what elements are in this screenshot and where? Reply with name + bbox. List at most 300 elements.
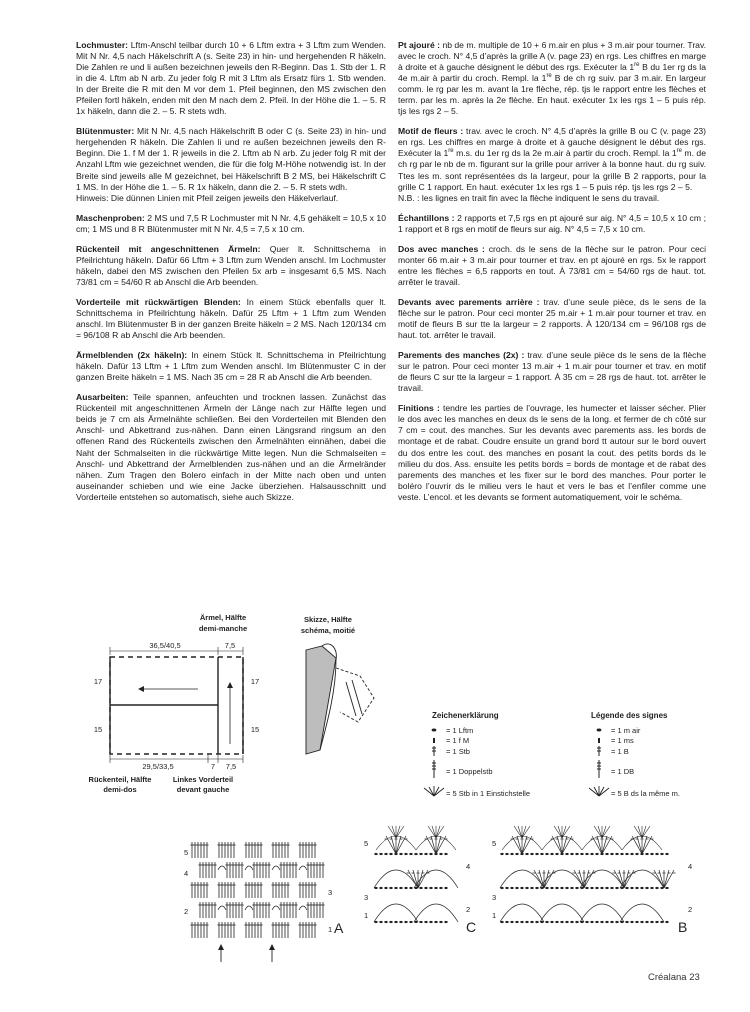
chart-b-stitches [500, 826, 676, 923]
double-crochet-symbol [313, 842, 316, 858]
row-number: 3 [328, 888, 333, 897]
schematic-title: Ärmel, Hälfte [199, 613, 247, 622]
chain-symbol [520, 921, 523, 923]
double-crochet-symbol [217, 882, 220, 898]
chain-symbol [600, 887, 603, 889]
chain-symbol [530, 853, 533, 855]
double-crochet-symbol [201, 862, 204, 878]
double-crochet-symbol [256, 922, 259, 938]
section-pt-ajoure [398, 40, 706, 117]
double-crochet-symbol [288, 902, 291, 918]
double-crochet-symbol [199, 842, 202, 858]
section-hint: Hinweis: Die dünnen Linien mit Pfeil zeigen jeweils den Häkelverlauf. [76, 192, 339, 203]
double-crochet-symbol [210, 902, 213, 918]
chain-symbol [530, 887, 533, 889]
chain-symbol [640, 921, 643, 923]
chain-symbol [510, 921, 513, 923]
section-text: m. de ch rg par le nb de m. figurant sur la grille pour arriver à la bonne haut. du rg suiv. Ttes les m. sont représentées ds la largeur, pour la grille B 2 rapports, pour la grille C 1 rapport. En haut. exécuter 1x les rgs 1 – 5 puis rép. tjs les rgs 2 – 5. [398, 148, 706, 192]
section-text: Mit N Nr. 4,5 nach Häkelschrift B oder C (s. Seite 23) in hin- und hergehenden R häkeln. Die Zahlen li und re außen bezeichnen jeweils den R-Beginn. Die 1. f M der 1. R jeweils in die 2. Lftm ab N arb. Zu jeder folg R mit der Anzahl Lftm wie gezeichnet wenden, die für die folg M-Höhe notwendig ist. In der Breite sind jeweils alle M gezeichnet, bei Häkelschrift B 2 MS, bei Häkelschrift C 1 MS. In der Höhe die 1. – 5. R 1x häkeln, dann die 2. – 5. R stets wdh. [76, 126, 387, 192]
superscript: re [634, 62, 640, 69]
chain-symbol [635, 853, 638, 855]
double-crochet-symbol [223, 842, 226, 858]
crochet-chart-b [488, 822, 710, 937]
double-crochet-symbol [301, 922, 304, 938]
double-crochet-symbol [205, 922, 208, 938]
section-text: Lftm-Anschl teilbar durch 10 + 6 Lftm extra + 3 Lftm zum Wenden. Mit N Nr. 4,5 nach Häkelschrift A (s. Seite 23) in hin- und hergehenden R häkeln. Die Zahlen re und li außen bezeichnen jeweils den R-Beginn. Das 1. Stb der 1. R in die 4. Lftm ab N arb. Zu jeder folg R mit 3 Lftm als Ersatz fürs 1. Stb wenden. In der Breite die R mit den M vor dem 1. Pfeil beginnen, den MS zwischen den Pfeilen fortl häkeln, enden mit den M nach dem 2. Pfeil. In der Höhe die 1. – 5. R 1x häkeln, dann die 2. – 5. R stets wdh. [76, 40, 386, 117]
double-crochet-symbol [199, 882, 202, 898]
double-crochet-symbol [202, 922, 205, 938]
double-crochet-symbol [204, 862, 207, 878]
chain-symbol [645, 853, 648, 855]
chain-arch [580, 904, 624, 922]
double-crochet-symbol [291, 902, 294, 918]
double-crochet-symbol [253, 882, 256, 898]
chain-symbol [394, 921, 397, 923]
chain-arch [245, 866, 253, 870]
chain-symbol [434, 921, 437, 923]
section-text: tendre les parties de l’ouvrage, les humecter et laisser sécher. Plier le dos avec les manches en deux ds le sens de la long. et fermer de ch côté sur 7 cm = cout. des manches. Sur les devants avec parements ass. les bords de montage et de rabat. Coudre ensuite un grand bord tt autour sur le bord ouvert du dos entre les cout. des manches en posant la cout. des petits bords ds le milieu du dos. Ass. ensuite les petits bords = bords de montage et de rabat des parements des manches et les fixer sur le bord des manches. Pour porter le boléro l’ouvrir ds le milieu vers le haut et vers le bas et l’enfiler comme une veste. L’encol. et les devants se forment automatiquement, voir le schéma. [398, 403, 706, 502]
chain-symbol [595, 921, 598, 923]
chain-symbol [419, 887, 422, 889]
section-rueckenteil [76, 244, 386, 288]
double-crochet-symbol [313, 922, 316, 938]
section-parements [398, 350, 706, 394]
chain-symbol [424, 887, 427, 889]
section-title: Pt ajouré : [398, 40, 441, 50]
double-crochet-symbol [283, 922, 286, 938]
row-number: 1 [328, 925, 333, 934]
double-crochet-symbol [190, 882, 193, 898]
double-crochet-symbol [301, 882, 304, 898]
chain-symbol [419, 853, 422, 855]
legend-item: = 1 m air [611, 726, 641, 735]
double-crochet-symbol [285, 902, 288, 918]
section-vorderteile [76, 297, 386, 341]
section-aermelblenden [76, 350, 386, 383]
single-crochet-icon [598, 738, 600, 743]
double-crochet-symbol [310, 922, 313, 938]
double-crochet-symbol [255, 862, 258, 878]
chain-symbol [590, 921, 593, 923]
double-crochet-symbol [213, 902, 216, 918]
arrowhead-icon [218, 944, 224, 950]
legend-item: = 5 Stb in 1 Einstichstelle [446, 789, 531, 798]
double-crochet-symbol [247, 922, 250, 938]
chain-symbol [505, 887, 508, 889]
double-crochet-symbol [309, 902, 312, 918]
chain-symbol [595, 853, 598, 855]
double-crochet-symbol [283, 882, 286, 898]
chain-symbol [645, 887, 648, 889]
double-crochet-symbol [264, 902, 267, 918]
chain-symbol [505, 853, 508, 855]
chain-symbol [515, 887, 518, 889]
body-shape [306, 646, 336, 754]
double-crochet-symbol [234, 902, 237, 918]
chain-symbol [650, 887, 653, 889]
double-crochet-symbol [196, 842, 199, 858]
double-crochet-symbol [277, 842, 280, 858]
double-crochet-symbol [304, 922, 307, 938]
legend-item: = 1 DB [611, 767, 635, 776]
chain-symbol [650, 853, 653, 855]
chain-symbol [635, 921, 638, 923]
double-crochet-symbol [307, 922, 310, 938]
dimension-label: 15 [250, 725, 260, 734]
double-crochet-symbol [310, 842, 313, 858]
chain-symbol [660, 853, 663, 855]
superscript: re [448, 148, 454, 155]
chain-symbol [384, 887, 387, 889]
section-text: In einem Stück ebenfalls quer lt. Schnittschema in Pfeilrichtung häkeln. Dafür 25 Lftm + 1 Lftm zum Wenden anschl. Im Blütenmuster B in der ganzen Breite häkeln = 2 MS. Nach 120/134 cm = 96/108 R ab Anschl die Arb beenden. [76, 296, 386, 341]
chain-symbol [550, 887, 553, 889]
chain-symbol [530, 921, 533, 923]
piece-label-fr: devant gauche [176, 785, 230, 794]
double-crochet-symbol [286, 922, 289, 938]
chain-symbol [595, 887, 598, 889]
double-crochet-symbol [196, 922, 199, 938]
double-crochet-symbol [229, 842, 232, 858]
chain-symbol [625, 921, 628, 923]
chain-symbol [535, 887, 538, 889]
chain-arch [299, 906, 307, 910]
double-crochet-symbol [231, 862, 234, 878]
chain-symbol [565, 853, 568, 855]
chart-letter: A [334, 920, 344, 936]
piece-label: Linkes Vorderteil [172, 775, 234, 784]
section-devants [398, 297, 706, 341]
double-crochet-symbol [283, 842, 286, 858]
dimension-label: 7,5 [224, 641, 236, 650]
double-crochet-symbol [258, 862, 261, 878]
dimension-label: 29,5/33,5 [142, 762, 174, 771]
chain-symbol [565, 887, 568, 889]
chain-symbol [409, 921, 412, 923]
double-crochet-symbol [237, 862, 240, 878]
chain-arch [620, 904, 664, 922]
chain-arch [245, 906, 253, 910]
double-crochet-symbol [274, 882, 277, 898]
double-crochet-symbol [228, 862, 231, 878]
chain-symbol [389, 887, 392, 889]
chain-symbol [399, 853, 402, 855]
double-crochet-symbol [247, 842, 250, 858]
chain-symbol [650, 921, 653, 923]
legend-item: = 5 B ds la même m. [611, 789, 680, 798]
double-crochet-symbol [234, 862, 237, 878]
chain-symbol [630, 921, 633, 923]
section-text: 2 rapports et 7,5 rgs en pt ajouré sur aig. N° 4,5 = 10,5 x 10 cm ; 1 rapport et 8 rgs en motif de fleurs sur aig. N° 4,5 = 7,5 x 10 cm. [398, 212, 706, 234]
legend-german [420, 708, 570, 808]
double-crochet-symbol [204, 902, 207, 918]
double-crochet-symbol [247, 882, 250, 898]
section-lochmuster [76, 40, 386, 117]
double-crochet-symbol [280, 842, 283, 858]
double-crochet-symbol [223, 882, 226, 898]
chain-arch [374, 904, 418, 922]
section-title: Devants avec parements arrière : [398, 296, 540, 307]
double-crochet-symbol [231, 902, 234, 918]
superscript: re [676, 148, 682, 155]
double-crochet-symbol [307, 882, 310, 898]
chain-symbol [635, 887, 638, 889]
chain-symbol [510, 853, 513, 855]
chain-symbol [510, 887, 513, 889]
chain-symbol [580, 853, 583, 855]
double-crochet-symbol [253, 922, 256, 938]
section-title: Blütenmuster: [76, 126, 135, 137]
double-crochet-symbol [199, 922, 202, 938]
chain-symbol [625, 887, 628, 889]
chain-symbol [605, 887, 608, 889]
row-number: 1 [492, 911, 497, 920]
dimension-label: 17 [250, 677, 260, 686]
double-crochet-symbol [244, 842, 247, 858]
double-crochet-symbol [294, 862, 297, 878]
section-text: trav. d’une seule pièce, ds le sens de la flèche sur le patron. Pour ceci monter 25 m.air + 1 m.air pour tourner et trav. en motif de fleurs B sur tte la largeur = 2 rapports. À 120/134 cm = 96/108 rgs de haut. tot. arrêter le travail. [398, 296, 706, 341]
chain-symbol [610, 853, 613, 855]
row-number: 4 [184, 869, 189, 878]
row-number: 4 [688, 862, 693, 871]
superscript: re [546, 73, 552, 80]
chain-symbol [600, 921, 603, 923]
chain-symbol [439, 887, 442, 889]
chain-symbol [429, 887, 432, 889]
wearing-sketch [290, 610, 385, 760]
row-number: 5 [184, 848, 189, 857]
dimension-label: 17 [93, 677, 103, 686]
chain-arch [500, 904, 544, 922]
german-instructions [76, 40, 386, 512]
chain-symbol [575, 887, 578, 889]
section-title: Lochmuster: [76, 40, 129, 50]
sketch-title: Skizze, Hälfte [304, 615, 352, 624]
chain-symbol [590, 853, 593, 855]
double-crochet-symbol [250, 842, 253, 858]
chain-arch [218, 866, 226, 870]
chain-symbol [419, 921, 422, 923]
row-number: 5 [364, 839, 369, 848]
row-number: 1 [364, 911, 369, 920]
double-crochet-symbol [313, 882, 316, 898]
row-number: 4 [466, 862, 471, 871]
double-crochet-symbol [291, 862, 294, 878]
double-crochet-symbol [277, 882, 280, 898]
chain-symbol [550, 921, 553, 923]
double-crochet-symbol [220, 842, 223, 858]
shell-stitch-icon [589, 786, 609, 796]
chain-symbol [409, 853, 412, 855]
section-text: B de ch rg suiv. par 3 m.air. En largeur comm. le rg par les m. avant la 1re flèche, rép. tjs le rapport entre les flèches et term. par les m. après la 2e flèche. En haut. exécuter 1x les rgs 1 – 5 puis rép. tjs les rgs 2 – 5. [398, 73, 707, 117]
chart-a-stitches [190, 842, 324, 938]
french-instructions [398, 40, 706, 512]
double-crochet-symbol [271, 882, 274, 898]
chain-symbol [570, 887, 573, 889]
section-title: Échantillons : [398, 212, 455, 223]
double-crochet-symbol [280, 922, 283, 938]
legend-title: Légende des signes [591, 711, 668, 720]
double-crochet-symbol [259, 882, 262, 898]
chain-symbol [545, 921, 548, 923]
double-crochet-symbol [207, 902, 210, 918]
chain-symbol [404, 853, 407, 855]
double-crochet-symbol [250, 882, 253, 898]
double-crochet-symbol [294, 902, 297, 918]
section-maschenproben [76, 213, 386, 235]
double-crochet-symbol [277, 922, 280, 938]
chain-symbol [555, 887, 558, 889]
double-crochet-symbol [258, 902, 261, 918]
chain-symbol [389, 853, 392, 855]
chain-symbol [424, 853, 427, 855]
chain-symbol [525, 921, 528, 923]
double-crochet-symbol [229, 882, 232, 898]
chain-symbol [444, 921, 447, 923]
double-crochet-symbol [217, 922, 220, 938]
row-number: 2 [688, 905, 693, 914]
chain-symbol [610, 887, 613, 889]
double-crochet-symbol [232, 842, 235, 858]
double-crochet-symbol [321, 862, 324, 878]
chain-symbol [585, 887, 588, 889]
double-crochet-symbol [226, 882, 229, 898]
double-crochet-symbol [264, 862, 267, 878]
chain-symbol [374, 853, 377, 855]
chain-symbol [429, 921, 432, 923]
row-number: 3 [364, 893, 369, 902]
chain-symbol [424, 921, 427, 923]
double-crochet-symbol [229, 922, 232, 938]
chain-symbol [555, 853, 558, 855]
section-dos [398, 244, 706, 288]
sketch-title-fr: schéma, moitié [300, 626, 356, 635]
double-crochet-symbol [198, 902, 201, 918]
chain-symbol [379, 921, 382, 923]
chain-symbol [665, 853, 668, 855]
double-crochet-symbol [250, 922, 253, 938]
double-crochet-symbol [198, 862, 201, 878]
double-crochet-symbol [321, 902, 324, 918]
chain-symbol [615, 921, 618, 923]
section-text: 2 MS und 7,5 R Lochmuster mit N Nr. 4,5 gehäkelt = 10,5 x 10 cm; 1 MS und 8 R Blütenmuster mit N Nr. 4,5 = 7,5 x 10 cm. [76, 212, 386, 234]
section-text: Quer lt. Schnittschema in Pfeilrichtung häkeln. Dafür 66 Lftm + 3 Lftm zum Wenden anschl. Im Lochmuster häkeln, dabei den MS zwischen den Pfeilen 5x arb = insgesamt 6,5 MS. Nach 73/81 cm = 54/60 R ab Anschl die Arb beenden. [76, 243, 386, 287]
double-crochet-symbol [259, 842, 262, 858]
double-crochet-symbol [223, 922, 226, 938]
section-text: In einem Stück lt. Schnittschema in Pfeilrichtung häkeln. Dafür 13 Lftm + 1 Lftm zum Wenden anschl. Im Blütenmuster C in der ganzen Breite häkeln = 1 MS. Nach 35 cm = 28 R ab Anschl die Arb beenden. [76, 350, 386, 383]
double-crochet-symbol [193, 882, 196, 898]
chain-arch [540, 904, 584, 922]
chain-arch [218, 906, 226, 910]
double-crochet-symbol [271, 842, 274, 858]
double-crochet-symbol [309, 862, 312, 878]
section-title: Dos avec manches : [398, 243, 485, 254]
section-title: Ärmelblenden (2x häkeln): [76, 350, 188, 361]
section-title: Vorderteile mit rückwärtigen Blenden: [76, 296, 241, 307]
chain-symbol [630, 853, 633, 855]
chain-symbol [645, 921, 648, 923]
pattern-schematic [80, 604, 280, 804]
double-crochet-symbol [286, 842, 289, 858]
section-text: Teile spannen, anfeuchten und trocknen lassen. Zunächst das Rückenteil mit angeschnittenen Ärmeln der Länge nach zur Hälfte legen und beids je 7 cm als Ärmelnähte schließen. Bei den Vorderteilen mit Blenden den Anschl- und Abkettrand zus-nähen. Dann einen Längsrand ringsum an den offenen Rand des Rückenteils zwischen den Ärmelnähten einnähen, dabei die Naht der Schmalseiten in die rückwärtige Mitte legen. Nun die Schmalseiten = Anschl- und Abkettrand der Ärmelblenden zus-nähen und an die Ärmelränder nähen. Zum Tragen den Bolero einfach in der Mitte nach oben und unten auseinander schieben und wie eine Jacke überziehen. Halsausschnitt und Vorderteile entstehen so automatisch, siehe auch Skizze. [76, 392, 386, 502]
row-number: 3 [492, 893, 497, 902]
arrowhead-icon [269, 944, 275, 950]
double-crochet-symbol [207, 862, 210, 878]
chain-symbol [439, 853, 442, 855]
double-crochet-symbol [220, 882, 223, 898]
chain-symbol [389, 921, 392, 923]
double-crochet-symbol [285, 862, 288, 878]
dimension-label: 36,5/40,5 [149, 641, 181, 650]
section-text: trav. avec le croch. N° 4,5 d’après la grille B ou C (v. page 23) en rgs. Les chiffres en marge à droite et à gauche désignent le début des rgs. Exécuter la 1 [398, 126, 706, 159]
dimension-label: 15 [93, 725, 103, 734]
chart-c-stitches [374, 826, 458, 923]
double-crochet-symbol [282, 862, 285, 878]
legend-item: = 1 B [611, 747, 629, 756]
double-crochet-symbol [213, 862, 216, 878]
chain-symbol [399, 887, 402, 889]
double-crochet-symbol [193, 842, 196, 858]
legend-item: = 1 f M [446, 736, 470, 745]
double-crochet-symbol [196, 882, 199, 898]
chain-symbol [575, 853, 578, 855]
double-crochet-symbol [304, 842, 307, 858]
double-crochet-symbol [315, 902, 318, 918]
chain-symbol [655, 921, 658, 923]
double-crochet-symbol [217, 842, 220, 858]
section-title: Finitions : [398, 403, 440, 414]
section-title: Ausarbeiten: [76, 392, 129, 403]
chain-stitch-icon [597, 729, 602, 732]
double-crochet-symbol [232, 882, 235, 898]
arrowhead-icon [138, 686, 144, 692]
chain-arch [414, 904, 458, 922]
chain-symbol [429, 853, 432, 855]
chain-symbol [515, 853, 518, 855]
legend-item: = 1 Stb [446, 747, 470, 756]
double-crochet-symbol [210, 862, 213, 878]
double-crochet-symbol [240, 902, 243, 918]
single-crochet-icon [433, 738, 435, 743]
chain-symbol [409, 887, 412, 889]
section-text: nb de m. multiple de 10 + 6 m.air en plus + 3 m.air pour tourner. Trav. avec le croch. N° 4,5 d’après la grille A (v. page 23) en rgs. Les chiffres en marge à droite et à gauche désignent le début des rgs. Exécuter la 1 [398, 40, 707, 73]
double-crochet-symbol [256, 882, 259, 898]
double-crochet-symbol [318, 902, 321, 918]
section-text: croch. ds le sens de la flèche sur le patron. Pour ceci monter 66 m.air + 3 m.air pour tourner et trav. en pt ajouré en rgs. 5x le rapport entre les flèches = 6,5 rapports en tout. À 73/81 cm = 54/60 rgs de haut. tot. arrêter le travail. [398, 243, 707, 287]
dimension-label: 7,5 [225, 762, 237, 771]
chain-symbol [585, 853, 588, 855]
dimension-label: 7 [210, 762, 216, 771]
section-echantillons [398, 213, 706, 235]
piece-label-fr: demi-dos [103, 785, 137, 794]
chain-symbol [570, 853, 573, 855]
schematic-title-fr: demi-manche [198, 624, 248, 633]
chain-symbol [625, 853, 628, 855]
row-number: 5 [492, 839, 497, 848]
chain-symbol [414, 853, 417, 855]
chain-symbol [540, 853, 543, 855]
section-finitions [398, 403, 706, 502]
chart-letter: B [678, 919, 688, 935]
legend-item: = 1 Doppelstb [446, 767, 493, 776]
chain-symbol [665, 921, 668, 923]
chain-symbol [439, 921, 442, 923]
double-crochet-symbol [318, 862, 321, 878]
chain-symbol [630, 887, 633, 889]
chain-arch [374, 870, 418, 888]
chain-arch [299, 866, 307, 870]
double-crochet-symbol [298, 842, 301, 858]
double-crochet-symbol [267, 902, 270, 918]
